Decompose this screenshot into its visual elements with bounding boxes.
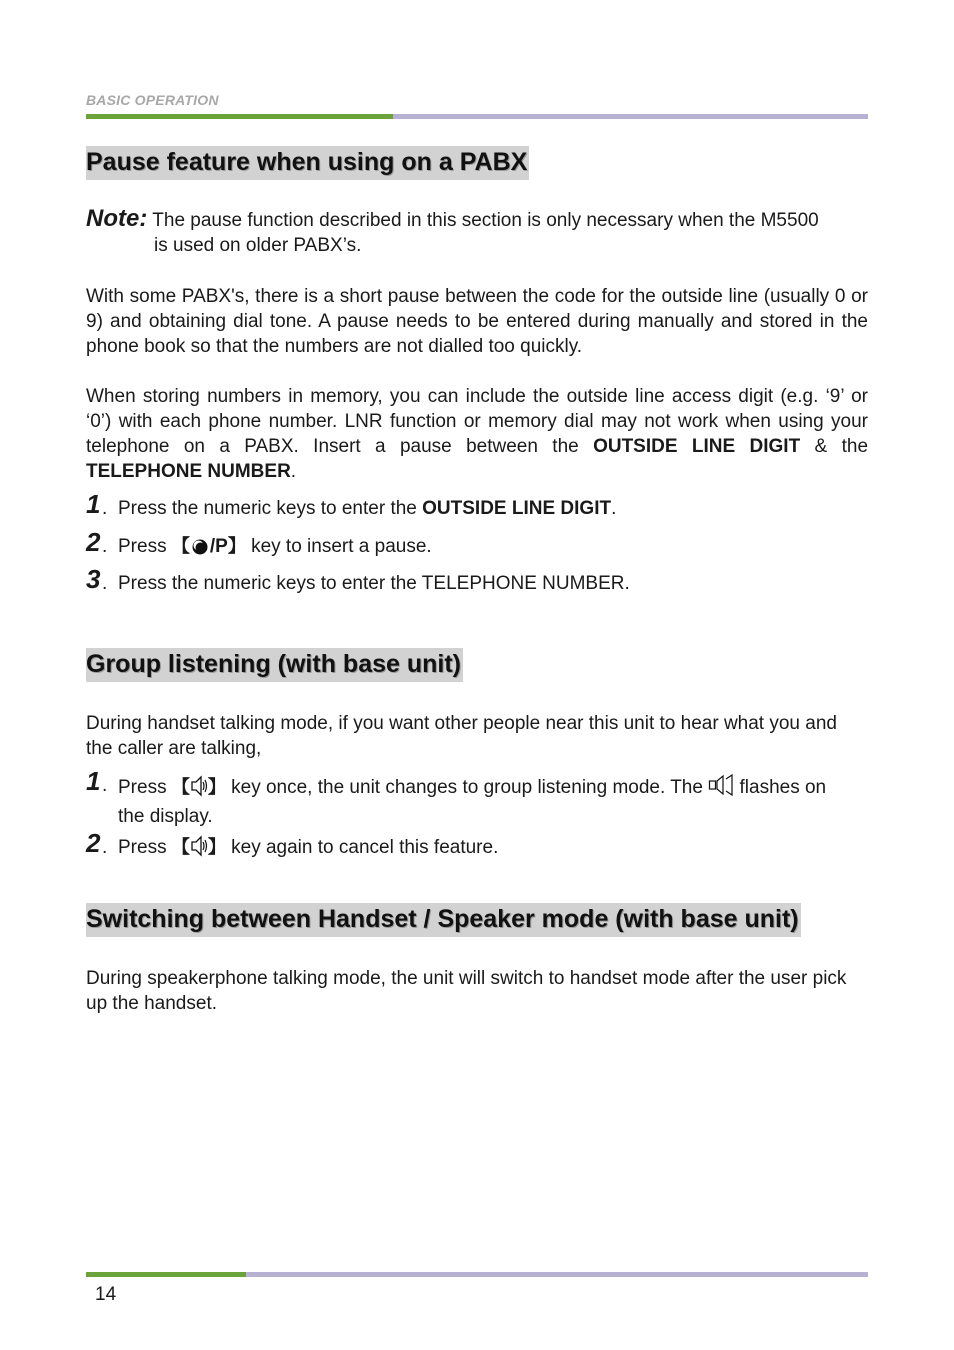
note-block [86,206,876,258]
step-number: 2 [86,828,101,858]
section-heading-group-listening: Group listening (with base unit) [86,648,463,682]
step-number: 1 [86,489,101,519]
pause-paragraph-1: With some PABX's, there is a short pause between the code for the outside line (usually 0 or 9) and obtaining dial tone. A pause needs to be entered during manually and stored in the phone book so that the numbers are not dialled too quickly. [86,286,868,357]
speaker-icon [190,835,208,864]
speaker-display-icon [708,773,734,804]
step-number: 1 [86,766,101,796]
note-text-line2: is used on older PABX’s. [154,235,362,256]
step-number: 2 [86,527,101,557]
redial-pause-icon [190,538,210,563]
footer-rule [86,1272,868,1277]
speaker-icon [190,775,208,804]
section-heading-pause: Pause feature when using on a PABX [86,146,529,180]
note-label: Note: [86,205,148,232]
pause-paragraph-2: When storing numbers in memory, you can include the outside line access digit (e.g. ‘9’ or ‘0’) with each phone number. LNR function or memory dial may not work when using your telephone on a PABX. Insert a pause between the OUTSIDE LINE DIGIT & the TELEPHONE NUMBER. [86,386,869,482]
section-heading-switching: Switching between Handset / Speaker mode (with base unit) [86,903,801,937]
outside-line-digit-term: OUTSIDE LINE DIGIT [593,436,801,457]
pause-key-label: /P [209,536,228,557]
group-paragraph: During handset talking mode, if you want other people near this unit to hear what you and the caller are talking, [86,713,837,759]
telephone-number-term: TELEPHONE NUMBER [86,461,291,482]
step-number: 3 [86,564,101,594]
header-rule [86,114,868,119]
note-text-line1: The pause function described in this section is only necessary when the M5500 [152,210,819,231]
switching-paragraph: During speakerphone talking mode, the unit will switch to handset mode after the user pick up the handset. [86,968,847,1014]
page-number: 14 [95,1284,117,1305]
section-label: BASIC OPERATION [86,92,219,108]
